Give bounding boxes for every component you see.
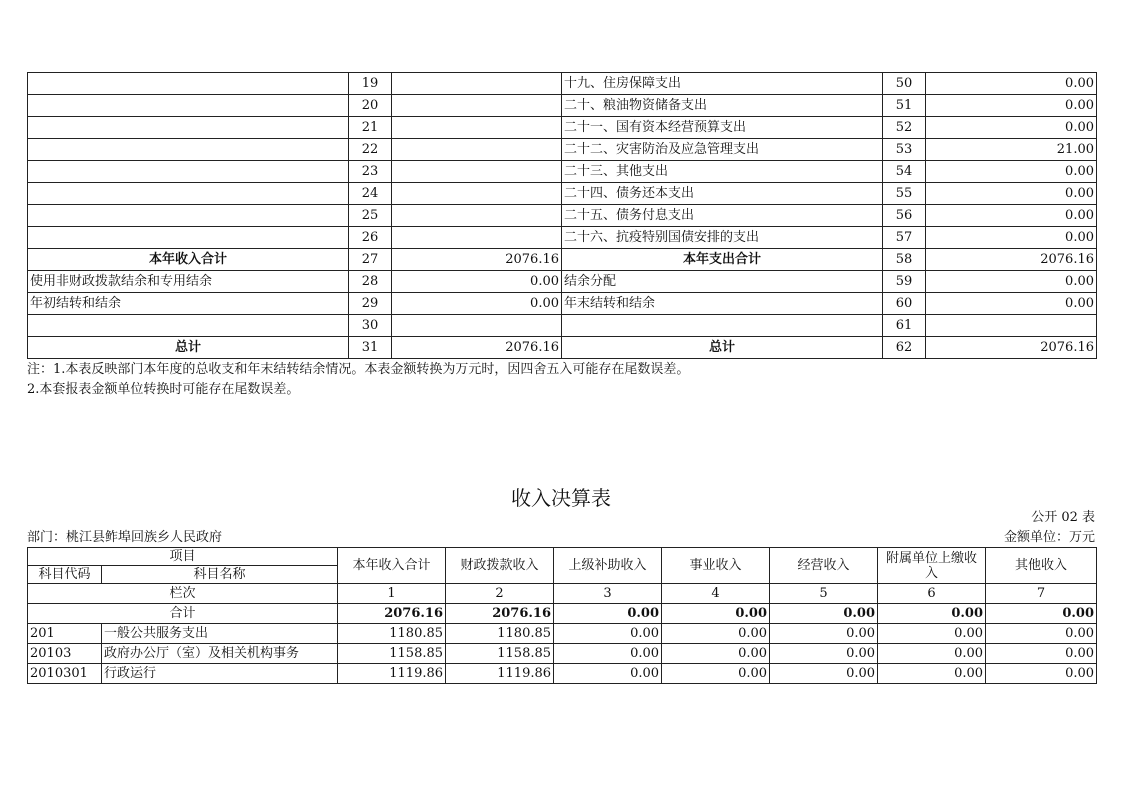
left-amount — [392, 139, 562, 161]
left-label: 年初结转和结余 — [28, 293, 349, 315]
income-table-title: 收入决算表 — [511, 486, 611, 510]
right-amount — [926, 315, 1097, 337]
amount-cell: 0.00 — [770, 664, 878, 684]
amount-cell: 0.00 — [986, 664, 1097, 684]
summary-row — [28, 73, 1097, 95]
col-number: 4 — [662, 584, 770, 604]
table-row — [28, 624, 1097, 644]
header-col-4: 事业收入 — [662, 548, 770, 584]
left-line-number: 21 — [349, 117, 392, 139]
right-line-number: 55 — [883, 183, 926, 205]
right-amount: 0.00 — [926, 293, 1097, 315]
header-name: 科目名称 — [102, 566, 338, 584]
left-line-number: 27 — [349, 249, 392, 271]
amount-cell: 1158.85 — [446, 644, 554, 664]
amount-cell: 0.00 — [662, 624, 770, 644]
col-number: 5 — [770, 584, 878, 604]
left-label: 使用非财政拨款结余和专用结余 — [28, 271, 349, 293]
right-amount: 0.00 — [926, 117, 1097, 139]
col-number: 7 — [986, 584, 1097, 604]
right-label: 二十一、国有资本经营预算支出 — [562, 117, 883, 139]
total-value: 2076.16 — [446, 604, 554, 624]
amount-cell: 0.00 — [662, 664, 770, 684]
right-line-number: 57 — [883, 227, 926, 249]
total-value: 0.00 — [662, 604, 770, 624]
header-col-3: 上级补助收入 — [554, 548, 662, 584]
right-line-number: 54 — [883, 161, 926, 183]
right-label: 年末结转和结余 — [562, 293, 883, 315]
right-amount: 0.00 — [926, 205, 1097, 227]
header-row-1 — [28, 548, 1097, 566]
right-label: 本年支出合计 — [562, 249, 883, 271]
summary-row — [28, 183, 1097, 205]
left-amount: 0.00 — [392, 293, 562, 315]
left-line-number: 19 — [349, 73, 392, 95]
subject-name: 政府办公厅（室）及相关机构事务 — [102, 644, 338, 664]
subject-name: 行政运行 — [102, 664, 338, 684]
right-amount: 0.00 — [926, 161, 1097, 183]
note-line-1: 注：1.本表反映部门本年度的总收支和年末结转结余情况。本表金额转换为万元时，因四舍五入可能存在尾数误差。 — [27, 362, 690, 377]
amount-cell: 0.00 — [878, 644, 986, 664]
right-amount: 2076.16 — [926, 249, 1097, 271]
left-label — [28, 73, 349, 95]
amount-cell: 0.00 — [986, 644, 1097, 664]
subject-code: 20103 — [28, 644, 102, 664]
amount-cell: 1180.85 — [338, 624, 446, 644]
right-label: 二十、粮油物资储备支出 — [562, 95, 883, 117]
right-amount: 0.00 — [926, 227, 1097, 249]
left-line-number: 22 — [349, 139, 392, 161]
amount-cell: 0.00 — [986, 624, 1097, 644]
subject-name: 一般公共服务支出 — [102, 624, 338, 644]
left-amount — [392, 315, 562, 337]
summary-row — [28, 161, 1097, 183]
right-amount: 0.00 — [926, 183, 1097, 205]
summary-row — [28, 117, 1097, 139]
left-line-number: 24 — [349, 183, 392, 205]
left-line-number: 26 — [349, 227, 392, 249]
row-index-label: 栏次 — [28, 584, 338, 604]
col-number: 2 — [446, 584, 554, 604]
total-value: 0.00 — [986, 604, 1097, 624]
left-amount — [392, 117, 562, 139]
amount-cell: 0.00 — [662, 644, 770, 664]
department-label: 部门：桃江县鲊埠回族乡人民政府 — [27, 530, 223, 545]
right-amount: 0.00 — [926, 95, 1097, 117]
summary-row — [28, 227, 1097, 249]
right-label — [562, 315, 883, 337]
left-label — [28, 95, 349, 117]
col-number: 6 — [878, 584, 986, 604]
left-line-number: 25 — [349, 205, 392, 227]
left-amount — [392, 95, 562, 117]
total-row — [28, 604, 1097, 624]
amount-cell: 0.00 — [770, 624, 878, 644]
summary-row — [28, 139, 1097, 161]
total-value: 0.00 — [554, 604, 662, 624]
left-label — [28, 315, 349, 337]
right-amount: 2076.16 — [926, 337, 1097, 359]
subject-code: 2010301 — [28, 664, 102, 684]
left-line-number: 20 — [349, 95, 392, 117]
left-label — [28, 183, 349, 205]
amount-cell: 0.00 — [878, 664, 986, 684]
right-label: 二十二、灾害防治及应急管理支出 — [562, 139, 883, 161]
right-label: 二十五、债务付息支出 — [562, 205, 883, 227]
amount-cell: 1119.86 — [338, 664, 446, 684]
amount-cell: 1119.86 — [446, 664, 554, 684]
left-amount — [392, 73, 562, 95]
left-amount: 0.00 — [392, 271, 562, 293]
left-label — [28, 205, 349, 227]
summary-row — [28, 337, 1097, 359]
income-expense-summary-table — [27, 72, 1097, 359]
summary-row — [28, 95, 1097, 117]
total-label: 合计 — [28, 604, 338, 624]
left-label: 本年收入合计 — [28, 249, 349, 271]
left-amount: 2076.16 — [392, 249, 562, 271]
right-line-number: 61 — [883, 315, 926, 337]
amount-cell: 0.00 — [554, 624, 662, 644]
right-label: 二十四、债务还本支出 — [562, 183, 883, 205]
header-col-2: 财政拨款收入 — [446, 548, 554, 584]
left-label — [28, 117, 349, 139]
amount-cell: 1158.85 — [338, 644, 446, 664]
left-line-number: 28 — [349, 271, 392, 293]
left-line-number: 23 — [349, 161, 392, 183]
total-value: 0.00 — [770, 604, 878, 624]
right-label: 二十三、其他支出 — [562, 161, 883, 183]
left-amount — [392, 161, 562, 183]
summary-row — [28, 205, 1097, 227]
header-col-7: 其他收入 — [986, 548, 1097, 584]
right-amount: 0.00 — [926, 73, 1097, 95]
amount-cell: 0.00 — [554, 644, 662, 664]
left-line-number: 30 — [349, 315, 392, 337]
amount-unit-label: 金额单位：万元 — [1003, 530, 1095, 545]
left-amount — [392, 205, 562, 227]
header-col-5: 经营收入 — [770, 548, 878, 584]
left-line-number: 31 — [349, 337, 392, 359]
left-amount — [392, 183, 562, 205]
right-line-number: 58 — [883, 249, 926, 271]
amount-cell: 0.00 — [554, 664, 662, 684]
amount-cell: 1180.85 — [446, 624, 554, 644]
header-col-6: 附属单位上缴收入 — [878, 548, 986, 584]
left-line-number: 29 — [349, 293, 392, 315]
right-line-number: 50 — [883, 73, 926, 95]
right-label: 二十六、抗疫特别国债安排的支出 — [562, 227, 883, 249]
amount-cell: 0.00 — [878, 624, 986, 644]
summary-row — [28, 249, 1097, 271]
total-value: 2076.16 — [338, 604, 446, 624]
table-row — [28, 644, 1097, 664]
table-row — [28, 664, 1097, 684]
note-line-2: 2.本套报表金额单位转换时可能存在尾数误差。 — [27, 382, 300, 397]
summary-row — [28, 293, 1097, 315]
income-statement-table — [27, 547, 1097, 684]
right-label: 结余分配 — [562, 271, 883, 293]
total-value: 0.00 — [878, 604, 986, 624]
left-amount — [392, 227, 562, 249]
right-label: 总计 — [562, 337, 883, 359]
header-col-1: 本年收入合计 — [338, 548, 446, 584]
right-line-number: 52 — [883, 117, 926, 139]
summary-row — [28, 315, 1097, 337]
left-label: 总计 — [28, 337, 349, 359]
right-line-number: 56 — [883, 205, 926, 227]
right-amount: 0.00 — [926, 271, 1097, 293]
right-label: 十九、住房保障支出 — [562, 73, 883, 95]
col-number: 3 — [554, 584, 662, 604]
left-amount: 2076.16 — [392, 337, 562, 359]
amount-cell: 0.00 — [770, 644, 878, 664]
right-amount: 21.00 — [926, 139, 1097, 161]
right-line-number: 60 — [883, 293, 926, 315]
left-label — [28, 139, 349, 161]
subject-code: 201 — [28, 624, 102, 644]
right-line-number: 51 — [883, 95, 926, 117]
column-number-row — [28, 584, 1097, 604]
form-code: 公开 02 表 — [1031, 510, 1095, 525]
summary-row — [28, 271, 1097, 293]
header-code: 科目代码 — [28, 566, 102, 584]
col-number: 1 — [338, 584, 446, 604]
left-label — [28, 227, 349, 249]
right-line-number: 59 — [883, 271, 926, 293]
right-line-number: 53 — [883, 139, 926, 161]
right-line-number: 62 — [883, 337, 926, 359]
header-item: 项目 — [28, 548, 338, 566]
left-label — [28, 161, 349, 183]
